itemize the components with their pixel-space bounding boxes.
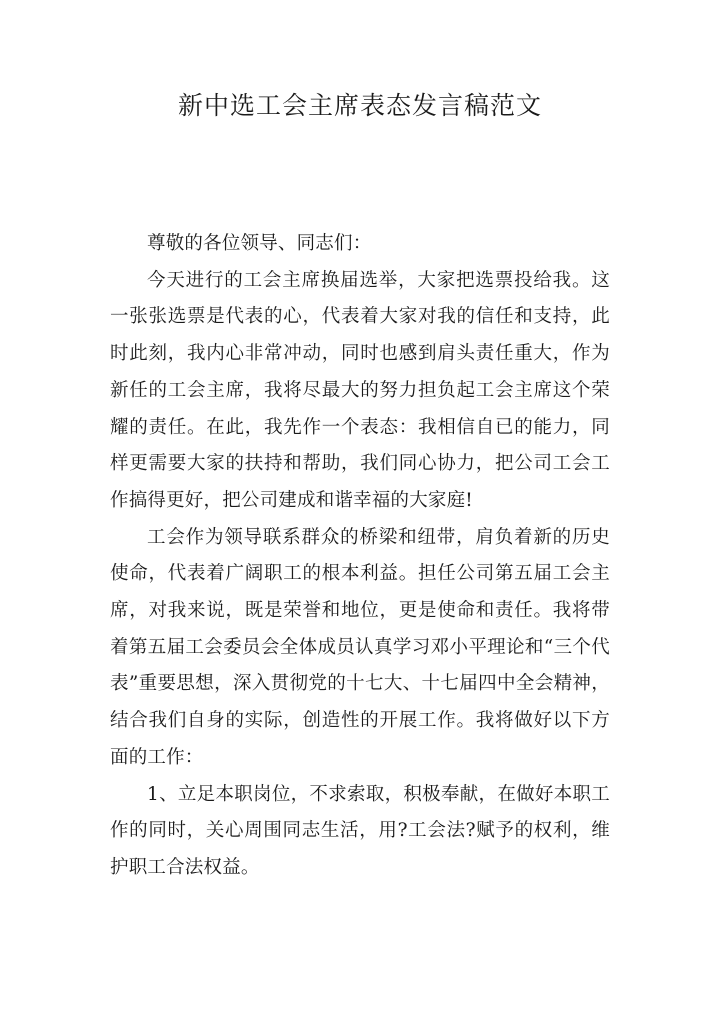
document-title: 新中选工会主席表态发言稿范文 (177, 91, 542, 120)
body-paragraph-2: 工会作为领导联系群众的桥梁和纽带，肩负着新的历史使命，代表着广阔职工的根本利益。担任公司第五届工会主席，对我来说，既是荣誉和地位，更是使命和责任。我将带着第五届工会委员会全体成员认真学习邓小平理论和“三个代表”重要思想，深入贯彻党的十七大、十七届四中全会精神，结合我们自身的实际，创造性的开展工作。我将做好以下方面的工作： (110, 526, 610, 768)
document-body (110, 226, 610, 887)
body-paragraph-3: 1、立足本职岗位，不求索取，积极奉献，在做好本职工作的同时，关心周围同志生活，用?工会法?赋予的权利，维护职工合法权益。 (110, 783, 610, 878)
salutation: 尊敬的各位领导、同志们： (147, 233, 372, 254)
body-paragraph-1: 今天进行的工会主席换届选举，大家把选票投给我。这一张张选票是代表的心，代表着大家对我的信任和支持，此时此刻，我内心非常冲动，同时也感到肩头责任重大，作为新任的工会主席，我将尽最大的努力担负起工会主席这个荣耀的责任。在此，我先作一个表态：我相信自已的能力，同样更需要大家的扶持和帮助，我们同心协力，把公司工会工作搞得更好，把公司建成和谐幸福的大家庭! (110, 269, 610, 511)
